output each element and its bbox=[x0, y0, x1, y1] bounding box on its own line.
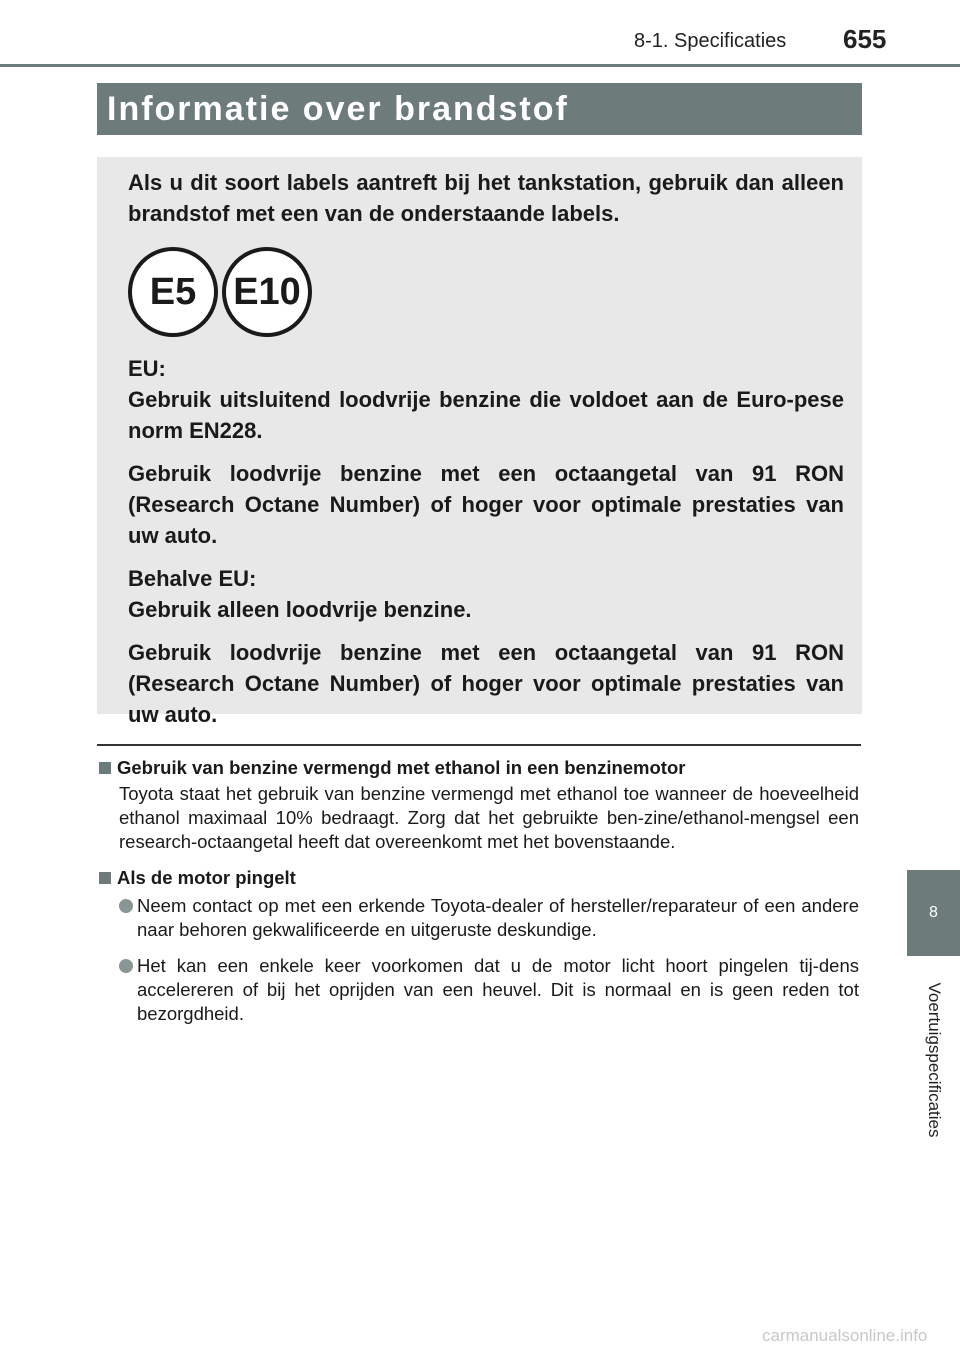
watermark: carmanualsonline.info bbox=[762, 1326, 928, 1345]
ethanol-heading bbox=[97, 756, 859, 780]
non-eu-octane-text: Gebruik loodvrije benzine met een octaangetal van 91 RON (Research Octane Number) of hoger voor optimale prestaties van uw auto. bbox=[128, 640, 844, 727]
ethanol-text: Toyota staat het gebruik van benzine vermengd met ethanol toe wanneer de hoeveelheid ethanol maximaal 10% bedraagt. Zorg dat het gebruikte ben-zine/ethanol-mengsel een research-octaangetal heeft dat overeenkomt met het bovenstaande. bbox=[119, 783, 859, 852]
non-eu-heading: Behalve EU: bbox=[128, 566, 257, 591]
knocking-heading bbox=[97, 866, 859, 890]
intro-text: Als u dit soort labels aantreft bij het tankstation, gebruik dan alleen brandstof met een van de onderstaande labels. bbox=[128, 170, 844, 226]
circle-bullet-icon bbox=[119, 959, 133, 973]
square-bullet-icon bbox=[99, 872, 111, 884]
chapter-title: Voertuigspecificaties bbox=[925, 982, 944, 1138]
list-item bbox=[119, 894, 859, 942]
list-item-text: Het kan een enkele keer voorkomen dat u de motor licht hoort pingelen tij-dens accelereren of bij het oprijden van een heuvel. Dit is normaal en is geen reden tot bezorgdheid. bbox=[137, 955, 859, 1024]
knocking-heading-label: Als de motor pingelt bbox=[117, 867, 296, 888]
section-title: 8-1. Specificaties bbox=[634, 30, 787, 52]
non-eu-text: Gebruik alleen loodvrije benzine. bbox=[128, 597, 472, 622]
fuel-info-box bbox=[97, 157, 862, 727]
page-title: Informatie over brandstof bbox=[97, 83, 862, 135]
list-item bbox=[119, 954, 859, 1026]
fuel-label-e5: E5 bbox=[128, 247, 218, 337]
eu-heading: EU: bbox=[128, 356, 166, 381]
eu-text: Gebruik uitsluitend loodvrije benzine die voldoet aan de Euro-pese norm EN228. bbox=[128, 387, 844, 443]
ethanol-heading-label: Gebruik van benzine vermengd met ethanol in een benzinemotor bbox=[117, 757, 686, 778]
circle-bullet-icon bbox=[119, 899, 133, 913]
page-number: 655 bbox=[843, 24, 887, 54]
fuel-label-e10: E10 bbox=[222, 247, 312, 337]
fuel-labels bbox=[128, 247, 844, 337]
body-content bbox=[97, 756, 859, 1026]
section-divider bbox=[97, 744, 861, 746]
chapter-number: 8 bbox=[929, 904, 938, 921]
square-bullet-icon bbox=[99, 762, 111, 774]
chapter-tab[interactable] bbox=[907, 870, 960, 956]
eu-octane-text: Gebruik loodvrije benzine met een octaangetal van 91 RON (Research Octane Number) of hoger voor optimale prestaties van uw auto. bbox=[128, 461, 844, 548]
header-divider bbox=[0, 64, 960, 67]
list-item-text: Neem contact op met een erkende Toyota-dealer of hersteller/reparateur of een andere naar behoren gekwalificeerde en uitgeruste deskundige. bbox=[137, 895, 859, 940]
